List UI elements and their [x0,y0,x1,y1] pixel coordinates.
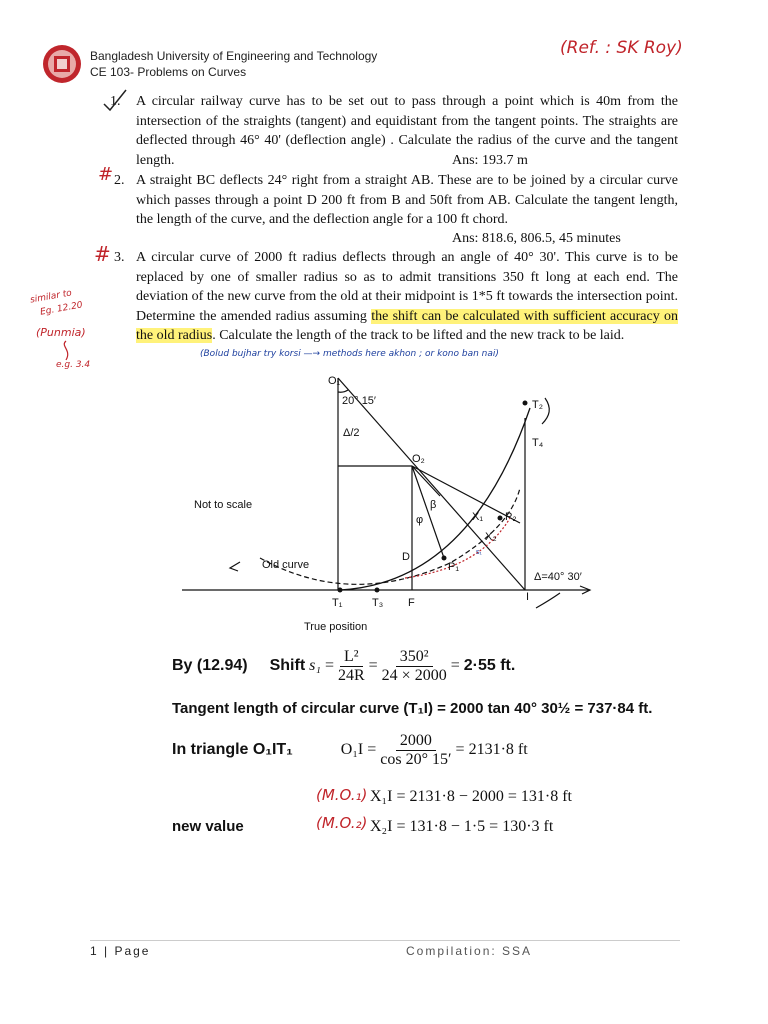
hash-mark-3: # [94,242,111,266]
problem-3-text-b: . Calculate the length of the track to be lifted and the new track to be laid. [212,328,625,343]
calc-in-triangle: In triangle O₁IT₁ [172,741,293,759]
calc-x2i: X₂I = 131·8 − 1·5 = 130·3 ft [370,818,554,835]
fraction-num: L² [340,648,363,667]
fraction-den: cos 20° 15′ [380,751,452,768]
footer-page: 1 | Page [90,944,151,958]
similar-ref-note: Eg. 12.20 [39,300,84,318]
calc-shift-row: By (12.94) Shift s₁ = $\frac{\text{L²}}{24R}$ = $\frac{\text{350²}}{24 \times 2000}$ = 2·55 ft. [172,648,516,684]
label-not-to-scale: Not to scale [194,499,253,511]
label-s1: s₁ [476,549,482,556]
beta-line [412,466,440,496]
problem-1-text: A circular railway curve has to be set out to pass through a point which is 40m from the intersection of the straights (tangent) and equidistant from the tangent points. The straights are deflected through 46° 40' (deflection angle) . Calculate the radius of the curve and the tangent length. [136,94,678,168]
label-d: D [402,551,410,563]
footer-divider [90,940,680,941]
problem-2-text: A straight BC deflects 24° right from a straight AB. These are to be joined by a circular curve which passes through a point D 200 ft from B and 50ft from AB. Calculate the tangent length, the length of the curve, and the deflection angle for a 100 ft chord. [136,173,678,227]
footer-compilation: Compilation: SSA [406,944,533,958]
similar-note: similar to [29,288,73,306]
problem-3-text-a: A circular curve of 2000 ft radius deflects through an angle of 40° 30'. This curve is to be replaced by one of smaller radius so as to admit transitions 350 ft long at each end. The deviation of the new curve from the old at their midpoint is 1*5 ft towards the intersection point. Determine the amended radius assuming [136,250,678,324]
punmia-note: (Punmia) [36,326,86,339]
calc-shift-value: 2·55 ft. [463,657,516,675]
label-true-position: True position [304,621,368,633]
fraction-den: 24 × 2000 [381,667,447,684]
label-t2: T₂ [532,399,543,411]
label-o1: O₁ [328,375,341,387]
fraction-den: 24R [337,667,365,684]
label-angle-top: 20° 15′ [342,395,376,407]
calc-new-value: new value [172,818,244,835]
fraction-num: 2000 [396,732,436,751]
label-t4: T₄ [532,437,544,449]
label-f: F [408,597,415,609]
label-x1: X₁ [472,511,484,523]
problem-3-number: 3. [114,250,125,265]
label-i: I [526,591,530,603]
calc-tangent-length: Tangent length of circular curve (T₁I) = 2000 tan 40° 30½ = 737·84 ft. [172,700,653,717]
university-logo [42,44,82,84]
reference-note: (Ref. : SK Roy) [560,38,683,58]
label-old-curve: Old curve [262,559,310,571]
calc-x1i: X₁I = 2131·8 − 2000 = 131·8 ft [370,788,572,805]
problem-1-answer: Ans: 193.7 m [452,153,528,168]
blue-handwritten-note: (Bolud bujhar try korsi —→ methods here akhon ; or kono ban nai) [200,349,499,359]
arrow-top-right [542,398,549,424]
problem-2-answer: Ans: 818.6, 806.5, 45 minutes [452,231,621,246]
header-university: Bangladesh University of Engineering and Technology [90,49,378,63]
fraction-l2-24r [338,648,365,685]
label-x2: X₂ [485,531,497,543]
header-course: CE 103- Problems on Curves [90,65,247,79]
label-p2: P₂ [505,511,517,523]
calc-by: By (12.94) [172,657,248,675]
label-delta: Δ=40° 30′ [534,571,582,583]
check-mark-icon [100,88,130,114]
calc-o1i: O₁I [340,741,364,759]
calc-o1i-value: 2131·8 ft [468,741,528,759]
eg-note: e.g. 3.4 [56,360,91,370]
calc-triangle-row: In triangle O₁IT₁ O₁I = $\frac{2000}{\cos 20^\circ 15'}$ = 2131·8 ft [172,732,528,768]
label-beta: β [430,499,437,511]
problem-3-text [136,248,678,346]
fraction-350-2000 [382,648,447,685]
calc-shift: Shift [269,657,306,675]
calc-s1: s₁ [309,657,321,675]
problem-2-number: 2. [114,173,125,188]
curve-diagram [180,368,600,636]
label-phi: φ [416,514,424,526]
label-half-delta: Δ/2 [343,427,360,439]
problem-1-number: 1. [110,94,121,109]
line-o2-p2 [412,466,520,523]
problem-3-highlight: the shift can be calculated with sufficient accuracy on the old radius [136,308,678,343]
label-t3: T₃ [372,597,384,609]
mo1-note: (M.O.₁) [316,786,368,804]
label-o2: O₂ [412,453,425,465]
fraction-2000-cos [380,732,451,769]
fraction-num: 350² [396,648,433,667]
label-t1: T₁ [332,597,343,609]
mo2-note: (M.O.₂) [316,814,368,832]
label-p1: P₁ [448,561,460,573]
hash-mark-2: # [98,164,114,185]
brace-icon [56,340,76,362]
